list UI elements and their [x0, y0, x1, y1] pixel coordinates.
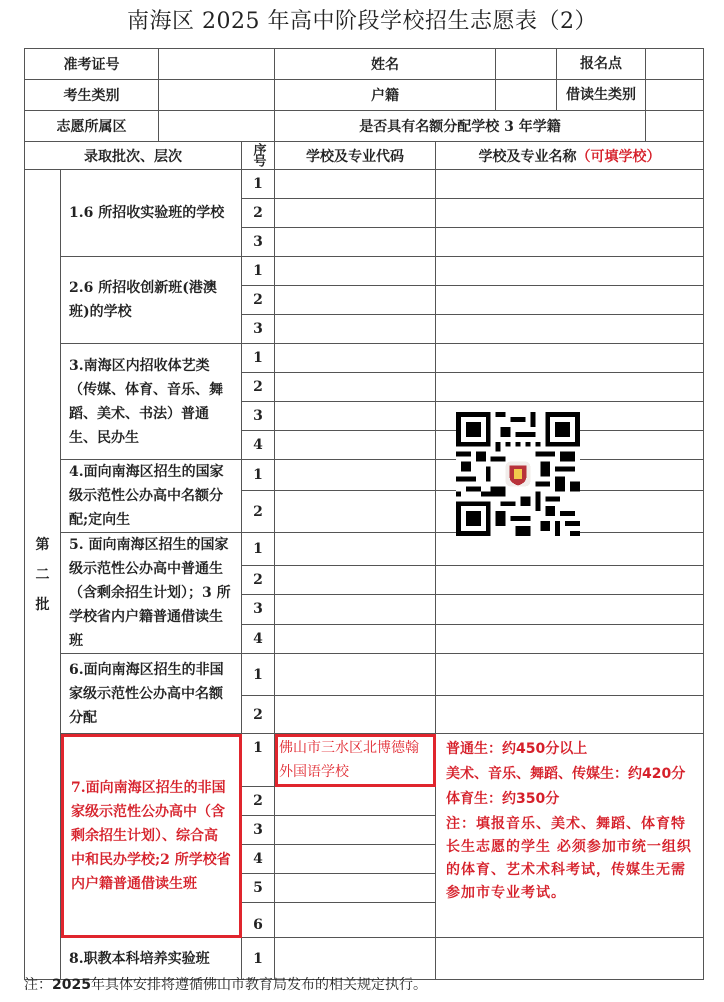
code-input[interactable]	[275, 170, 436, 199]
code-input[interactable]	[275, 533, 436, 566]
seq-number: 1	[242, 344, 275, 373]
code-input[interactable]	[275, 344, 436, 373]
seq-number: 3	[242, 228, 275, 257]
district-label: 志愿所属区	[25, 111, 159, 142]
registration-point-label: 报名点	[580, 56, 622, 72]
school-name-input[interactable]	[436, 257, 704, 286]
code-input[interactable]	[275, 402, 436, 431]
seq-number: 3	[242, 816, 275, 845]
code-input[interactable]	[275, 286, 436, 315]
category-5-label: 5. 面向南海区招生的国家级示范性公办高中普通生（含剩余招生计划）；3 所学校省内户籍普通借读生班	[61, 533, 242, 654]
table-row	[25, 460, 704, 491]
seq-number: 1	[242, 533, 275, 566]
score-notes	[436, 734, 704, 938]
col-batch-level: 录取批次、层次	[25, 142, 242, 170]
code-input[interactable]	[275, 315, 436, 344]
seq-number: 1	[242, 170, 275, 199]
info-row-category	[25, 80, 704, 111]
column-header-row	[25, 142, 704, 170]
code-input[interactable]	[275, 874, 436, 903]
seq-number: 1	[242, 938, 275, 980]
seq-number: 3	[242, 595, 275, 624]
code-input[interactable]	[275, 373, 436, 402]
batch-label: 第二批	[25, 170, 61, 980]
household-value[interactable]	[496, 80, 557, 110]
table-row	[25, 533, 704, 566]
col-name-hint: （可填学校）	[576, 148, 661, 165]
school-name-input[interactable]	[436, 170, 704, 199]
school-name-input[interactable]	[436, 654, 704, 696]
seq-number: 4	[242, 431, 275, 460]
category-1-label: 1.6 所招收实验班的学校	[61, 170, 242, 257]
note-arts: 美术、音乐、舞蹈、传媒生：约420分	[446, 766, 686, 782]
code-input[interactable]	[275, 431, 436, 460]
seq-number: 2	[242, 373, 275, 402]
application-form-table	[24, 48, 704, 980]
info-row-district	[25, 111, 704, 142]
school-name-input[interactable]	[436, 696, 704, 734]
category-6-label: 6.面向南海区招生的非国家级示范性公办高中名额分配	[61, 654, 242, 734]
code-input[interactable]	[275, 816, 436, 845]
category-4-label: 4.面向南海区招生的国家级示范性公办高中名额分配;定向生	[61, 460, 242, 533]
seq-number: 2	[242, 286, 275, 315]
code-input[interactable]	[275, 654, 436, 696]
name-field[interactable]	[496, 49, 646, 80]
seq-number: 1	[242, 654, 275, 696]
table-row	[25, 654, 704, 696]
seq-number: 2	[242, 491, 275, 533]
footnote: 注：2025年具体安排将遵循佛山市教育局发布的相关规定执行。	[24, 977, 427, 993]
code-input[interactable]	[275, 903, 436, 938]
code-input[interactable]	[275, 787, 436, 816]
code-input[interactable]	[275, 845, 436, 874]
school-name-input[interactable]	[436, 373, 704, 402]
school-name-input[interactable]	[436, 565, 704, 594]
filled-school-name[interactable]: 佛山市三水区北博德翰外国语学校	[275, 734, 436, 787]
note-sports: 体育生：约350分	[446, 791, 560, 807]
seq-number: 6	[242, 903, 275, 938]
code-input[interactable]	[275, 624, 436, 654]
school-name-input[interactable]	[436, 533, 704, 566]
candidate-category-label: 考生类别	[25, 80, 159, 111]
seq-number: 3	[242, 402, 275, 431]
seq-number: 2	[242, 696, 275, 734]
table-row	[25, 170, 704, 199]
seq-number: 4	[242, 845, 275, 874]
exam-id-field[interactable]	[159, 49, 275, 80]
col-code: 学校及专业代码	[275, 142, 436, 170]
transfer-category-field[interactable]	[646, 80, 704, 111]
household-field[interactable]	[496, 80, 646, 111]
registration-point-field[interactable]	[646, 49, 704, 80]
col-name: 学校及专业名称（可填学校）	[436, 142, 704, 170]
name-value[interactable]	[496, 49, 557, 79]
note-requirement: 注：填报音乐、美术、舞蹈、体育特长生志愿的学生 必须参加市统一组织的体育、艺术术科考试，传媒生无需参加市专业考试。	[446, 816, 692, 901]
exam-id-label: 准考证号	[25, 49, 159, 80]
seq-number: 1	[242, 460, 275, 491]
code-input[interactable]	[275, 696, 436, 734]
note-regular: 普通生：约450分以上	[446, 741, 588, 757]
school-name-input[interactable]	[436, 286, 704, 315]
col-seq: 序号	[242, 142, 275, 170]
quota-school-label: 是否具有名额分配学校 3 年学籍	[275, 111, 646, 142]
seq-number: 2	[242, 199, 275, 228]
seq-number: 5	[242, 874, 275, 903]
transfer-category-label: 借读生类别	[566, 87, 636, 103]
table-row	[25, 257, 704, 286]
code-input[interactable]	[275, 491, 436, 533]
name-label: 姓名	[275, 49, 496, 80]
code-input[interactable]	[275, 257, 436, 286]
qr-code-icon	[456, 412, 580, 536]
category-8-label: 8.职教本科培养实验班	[61, 938, 242, 980]
seq-number: 1	[242, 257, 275, 286]
school-name-input[interactable]	[436, 938, 704, 980]
seq-number: 1	[242, 734, 275, 787]
seq-number: 2	[242, 565, 275, 594]
district-field[interactable]	[159, 111, 275, 142]
school-name-input[interactable]	[436, 344, 704, 373]
code-input[interactable]	[275, 460, 436, 491]
seq-number: 4	[242, 624, 275, 654]
school-name-input[interactable]	[436, 624, 704, 654]
category-2-label: 2.6 所招收创新班(港澳班)的学校	[61, 257, 242, 344]
seq-number: 2	[242, 787, 275, 816]
info-row-exam-id	[25, 49, 704, 80]
quota-school-field[interactable]	[646, 111, 704, 142]
school-name-input[interactable]	[436, 315, 704, 344]
form-title: 南海区 2025 年高中阶段学校招生志愿表（2）	[127, 9, 597, 34]
school-name-input[interactable]	[436, 228, 704, 257]
category-7-label: 7.面向南海区招生的非国家级示范性公办高中（含剩余招生计划）、综合高中和民办学校;2 所学校省内户籍普通借读生班	[61, 734, 242, 938]
school-name-input[interactable]	[436, 595, 704, 624]
code-input[interactable]	[275, 595, 436, 624]
table-row	[25, 734, 704, 787]
category-3-label: 3.南海区内招收体艺类（传媒、体育、音乐、舞蹈、美术、书法）普通生、民办生	[61, 344, 242, 460]
code-input[interactable]	[275, 228, 436, 257]
candidate-category-field[interactable]	[159, 80, 275, 111]
code-input[interactable]	[275, 199, 436, 228]
household-label: 户籍	[275, 80, 496, 111]
table-row	[25, 344, 704, 373]
school-name-input[interactable]	[436, 199, 704, 228]
seq-number: 3	[242, 315, 275, 344]
code-input[interactable]	[275, 565, 436, 594]
